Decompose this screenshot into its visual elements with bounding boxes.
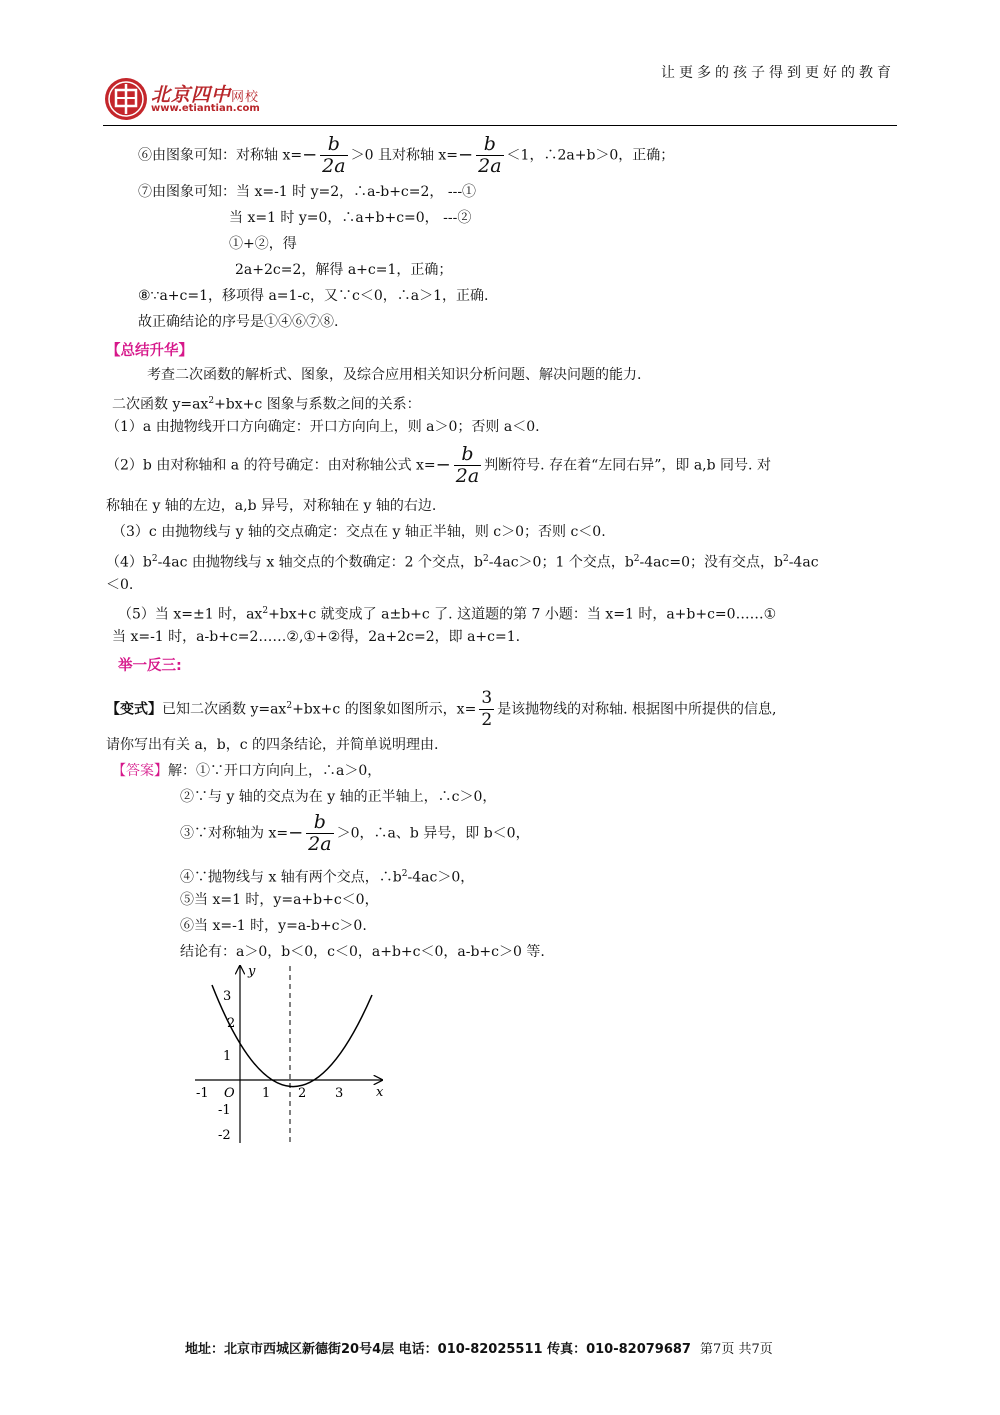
- header-rule: [103, 125, 897, 126]
- solution-step-7-line4: 2a+2c=2，解得 a+c=1，正确；: [235, 262, 453, 278]
- summary-intro: 考查二次函数的解析式、图象，及综合应用相关知识分析问题、解决问题的能力.: [147, 367, 642, 383]
- answer-line-3: ③∵对称轴为 x=− $\frac{b}{2a}$ ＞0，∴a、b 异号，即 b＜0，: [180, 811, 530, 855]
- practice-question-cont: 请你写出有关 a，b，c 的四条结论，并简单说明理由.: [106, 737, 439, 753]
- y-tick-label: 2: [227, 1016, 236, 1031]
- summary-point-2-cont: 称轴在 y 轴的左边，a,b 异号，对称轴在 y 轴的右边.: [106, 498, 437, 514]
- x-axis-label: x: [376, 1085, 384, 1100]
- origin-label: O: [224, 1086, 235, 1101]
- y-tick-label: 3: [223, 989, 232, 1004]
- summary-point-1: （1）a 由抛物线开口方向确定：开口方向向上，则 a＞0；否则 a＜0.: [106, 419, 540, 435]
- solution-step-7-line3: ①+②，得: [229, 236, 297, 252]
- y-tick-label: 1: [223, 1049, 232, 1064]
- footer: [185, 1338, 773, 1357]
- summary-point-4: $(4)b^2-4ac$ 由抛物线与 x 轴交点的个数确定：2 个交点，$b^2-4ac>0$；1 个交点，$b^2-4ac=0$；没有交点，$b^2-4ac$: [106, 554, 819, 571]
- solution-step-8: ⑧∵a+c=1，移项得 a=1-c，又∵c＜0，∴a＞1，正确.: [138, 288, 489, 304]
- practice-heading: 举一反三:: [118, 658, 182, 674]
- answer-line-5: ⑤当 x=1 时，y=a+b+c＜0，: [180, 892, 379, 908]
- parabola-curve: [212, 985, 372, 1087]
- answer-line-1: 【答案】解：①∵开口方向向上，∴a＞0，: [112, 763, 382, 779]
- footer-address: 地址：北京市西城区新德街20号4层 电话：010-82025511 传真：010-82079687: [185, 1342, 691, 1357]
- summary-point-3: （3）c 由抛物线与 y 轴的交点确定：交点在 y 轴正半轴，则 c＞0；否则 c＜0.: [112, 524, 606, 540]
- x-tick-label: 1: [262, 1086, 271, 1101]
- answer-line-6: ⑥当 x=-1 时，y=a-b+c＞0.: [180, 918, 367, 934]
- header-slogan: 让更多的孩子得到更好的教育: [661, 65, 895, 81]
- solution-step-7-line1: ⑦由图象可知：当 x=-1 时 y=2，∴a-b+c=2， ---①: [138, 184, 477, 200]
- solution-step-7-line2: 当 x=1 时 y=0，∴a+b+c=0， ---②: [229, 210, 472, 226]
- y-axis-label: y: [248, 964, 256, 979]
- summary-point-4-cont: ＜0.: [106, 577, 134, 593]
- x-tick-label: 3: [335, 1086, 344, 1101]
- x-tick-label: -1: [196, 1086, 209, 1101]
- parabola-graph: [190, 963, 390, 1148]
- summary-point-5: （5）当 x=±1 时，$ax^2+bx+c$ 就变成了 a±b+c 了. 这道题的第 7 小题：当 x=1 时，a+b+c=0……①: [118, 606, 777, 623]
- answer-line-4: ④∵抛物线与 x 轴有两个交点，$\therefore b^2-4ac>0$，: [180, 869, 475, 886]
- answer-result: 结论有：a＞0，b＜0，c＜0，a+b+c＜0，a-b+c＞0 等.: [180, 944, 545, 960]
- solution-step-6: ⑥由图象可知：对称轴 x=− $\frac{b}{2a}$ ＞0 且对称轴 x=− $\frac{b}{2a}$ ＜1，∴2a+b＞0，正确；: [138, 133, 675, 177]
- logo: [103, 76, 303, 122]
- answer-line-2: ②∵与 y 轴的交点为在 y 轴的正半轴上，∴c＞0，: [180, 789, 497, 805]
- y-tick-label: -1: [218, 1103, 231, 1118]
- x-tick-label: 2: [298, 1086, 307, 1101]
- logo-brand: 北京四中网校: [151, 84, 260, 106]
- practice-question: 【变式】已知二次函数 $y=ax^2+bx+c$ 的图象如图所示，x= $\frac{3}{2}$ 是该抛物线的对称轴. 根据图中所提供的信息,: [106, 688, 777, 730]
- logo-url: www.etiantian.com: [151, 103, 260, 114]
- solution-conclusion: 故正确结论的序号是①④⑥⑦⑧.: [138, 314, 339, 330]
- footer-page: 第7页 共7页: [700, 1342, 773, 1357]
- summary-heading: 【总结升华】: [106, 343, 193, 359]
- y-tick-label: -2: [218, 1128, 231, 1143]
- summary-relation: 二次函数 $y=ax^2+bx+c$ 图象与系数之间的关系：: [112, 396, 421, 413]
- summary-point-2: （2）b 由对称轴和 a 的符号确定：由对称轴公式 x=− $\frac{b}{2a}$ 判断符号. 存在着“左同右异”，即 a,b 同号. 对: [106, 443, 771, 487]
- summary-point-5-cont: 当 x=-1 时，a-b+c=2……②,①+②得，2a+2c=2，即 a+c=1.: [112, 629, 521, 645]
- logo-seal-icon: [103, 76, 149, 122]
